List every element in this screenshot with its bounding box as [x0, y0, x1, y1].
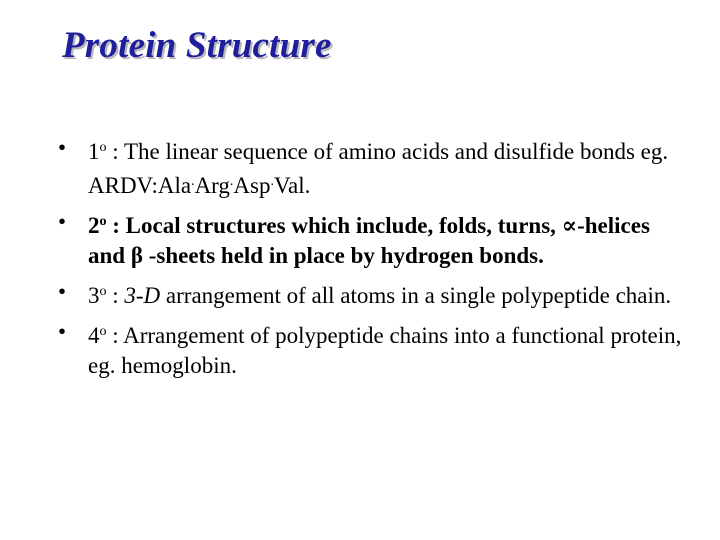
separator: : [106, 283, 125, 308]
separator: : [106, 213, 126, 238]
bullet-text: Local structures which include, folds, turns, [125, 213, 562, 238]
ordinal-label: 2$^o$ [88, 213, 107, 238]
bullet-list [58, 133, 688, 387]
bullet-text: arrangement of all atoms in a single polypeptide chain. [160, 283, 672, 308]
separator: : [106, 139, 124, 164]
separator: : [106, 323, 124, 348]
bullet-text: Arrangement of polypeptide chains into a functional protein, eg. hemoglobin. [88, 323, 682, 378]
ordinal-label: 4$^o$ [88, 323, 107, 348]
bullet-icon: • [58, 135, 67, 160]
bullet-secondary: • 2$^o$ : Local structures which include, folds, turns, ∝-helices and β -sheets held in place by hydrogen bonds. [58, 209, 650, 268]
bullet-primary: • 1$^o$ : The linear sequence of amino acids and disulfide bonds eg. ARDV:Ala.Arg.Asp.Val. [58, 135, 669, 198]
beta-symbol: β [130, 243, 143, 268]
ordinal-label: 1$^o$ [88, 139, 107, 164]
ordinal-label: 3$^o$ [88, 283, 107, 308]
alpha-symbol: ∝ [561, 213, 578, 238]
italic-term: 3-D [124, 283, 161, 308]
bullet-text: The linear sequence of amino acids and disulfide bonds eg. ARDV:Ala [88, 139, 669, 198]
bullet-quaternary [58, 317, 688, 381]
bullet-icon: • [58, 209, 67, 234]
bullet-tertiary [58, 277, 688, 311]
bullet-icon: • [58, 319, 67, 344]
bullet-icon: • [58, 279, 67, 304]
slide-title: Protein Structure [62, 25, 332, 66]
